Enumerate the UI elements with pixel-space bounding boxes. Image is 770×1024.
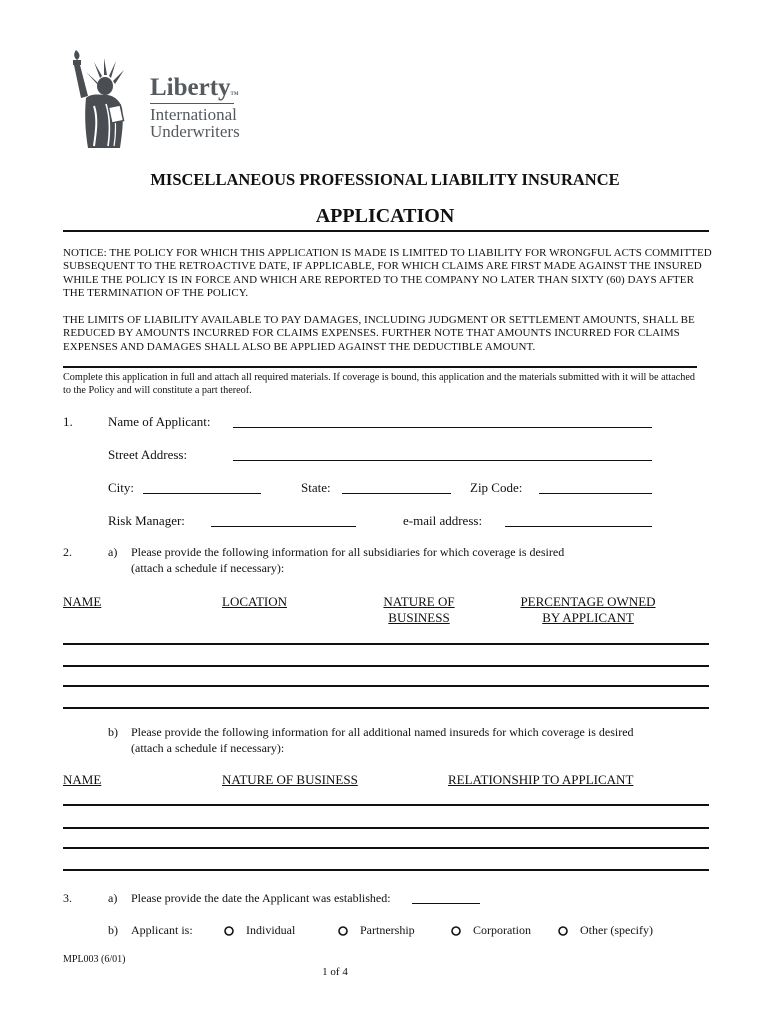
zip-code-label: Zip Code: (470, 480, 523, 495)
logo-brand: Liberty (150, 74, 231, 101)
subsidiary-location-header: LOCATION (222, 594, 287, 609)
applicant-name-label: Name of Applicant: (108, 414, 211, 429)
q2a-text-line1: Please provide the following information for all subsidiaries for which coverage is desired (131, 545, 565, 559)
q3-number: 3. (63, 891, 72, 905)
subsidiary-pct-header-line2: BY APPLICANT (542, 610, 634, 625)
city-label: City: (108, 480, 135, 495)
zip-code-field[interactable] (539, 493, 652, 494)
q3b-text: Applicant is: (131, 923, 193, 937)
state-field[interactable] (342, 493, 451, 494)
insured-name-header: NAME (63, 772, 102, 787)
q1-number: 1. (63, 414, 73, 429)
logo-trademark: TM (230, 92, 239, 97)
logo-line3: Underwriters (150, 122, 240, 141)
insured-relationship-header: RELATIONSHIP TO APPLICANT (448, 772, 634, 787)
street-address-label: Street Address: (108, 447, 188, 462)
notice-paragraph-1: NOTICE: THE POLICY FOR WHICH THIS APPLICATION IS MADE IS LIMITED TO LIABILITY FOR WRONGFUL ACTS COMMITTED SUBSEQUENT TO THE RETROACTIVE DATE, IF APPLICABLE, FOR WHICH CLAIMS ARE FIRST MADE AGAINST THE INSURED WHILE THE POLICY IS IN FORCE AND WHICH ARE REPORTED TO THE COMPANY NO LATER THAN SIXTY (60) DAYS AFTER THE TERMINATION OF THE POLICY. (63, 247, 712, 299)
q2b-text-line2: (attach a schedule if necessary): (131, 741, 285, 755)
title-rule (63, 230, 709, 232)
form-subtitle: APPLICATION (315, 205, 455, 227)
q2a-letter: a) (108, 545, 118, 559)
corporation-radio-icon[interactable] (451, 926, 461, 936)
page-number: 1 of 4 (322, 966, 348, 978)
option-partnership-label: Partnership (360, 923, 415, 937)
other-radio-icon[interactable] (558, 926, 568, 936)
email-label: e-mail address: (403, 513, 483, 528)
state-label: State: (301, 480, 331, 495)
insured-row-line[interactable] (63, 847, 709, 849)
applicant-name-field[interactable] (233, 427, 652, 428)
form-title: MISCELLANEOUS PROFESSIONAL LIABILITY INSURANCE (150, 170, 620, 189)
company-logo (64, 48, 264, 152)
subsidiary-pct-header-line1: PERCENTAGE OWNED (520, 594, 656, 609)
instructions: Complete this application in full and attach all required materials. If coverage is bound, this application and the materials submitted with it will be attached to the Policy and will constitute a part thereof. (63, 372, 696, 396)
option-individual-label: Individual (246, 923, 296, 937)
subsidiary-nature-header-line1: NATURE OF (383, 594, 455, 609)
insured-row-line[interactable] (63, 804, 709, 806)
q3a-text: Please provide the date the Applicant was established: (131, 891, 391, 905)
q3b-letter: b) (108, 923, 118, 937)
partnership-radio-icon[interactable] (338, 926, 348, 936)
subsidiary-row-line[interactable] (63, 707, 709, 709)
subsidiary-row-line[interactable] (63, 665, 709, 667)
risk-manager-field[interactable] (211, 526, 356, 527)
subsidiary-row-line[interactable] (63, 643, 709, 645)
insured-nature-header: NATURE OF BUSINESS (222, 772, 358, 787)
option-other-label: Other (specify) (580, 923, 653, 937)
q2a-text-line2: (attach a schedule if necessary): (131, 561, 285, 575)
notice-rule (63, 366, 697, 368)
q2b-letter: b) (108, 725, 118, 739)
city-field[interactable] (143, 493, 261, 494)
q2-number: 2. (63, 545, 72, 559)
subsidiary-row-line[interactable] (63, 685, 709, 687)
risk-manager-label: Risk Manager: (108, 513, 185, 528)
insured-row-line[interactable] (63, 827, 709, 829)
individual-radio-icon[interactable] (224, 926, 234, 936)
logo-divider (150, 103, 234, 104)
notice-paragraph-2: THE LIMITS OF LIABILITY AVAILABLE TO PAY DAMAGES, INCLUDING JUDGMENT OR SETTLEMENT AMOUNTS, SHALL BE REDUCED BY AMOUNTS INCURRED FOR CLAIMS EXPENSES. FURTHER NOTE THAT AMOUNTS INCURRED FOR CLAIMS EXPENSES AND DAMAGES SHALL ALSO BE APPLIED AGAINST THE DEDUCTIBLE AMOUNT. (63, 314, 695, 353)
statue-of-liberty-icon (64, 48, 144, 152)
q2b-text-line1: Please provide the following information for all additional named insureds for which coverage is desired (131, 725, 634, 739)
street-address-field[interactable] (233, 460, 652, 461)
established-date-field[interactable] (412, 903, 480, 904)
option-corporation-label: Corporation (473, 923, 531, 937)
subsidiary-name-header: NAME (63, 594, 102, 609)
form-code: MPL003 (6/01) (63, 954, 126, 965)
logo-line2: International (150, 105, 237, 124)
insured-row-line[interactable] (63, 869, 709, 871)
subsidiary-nature-header-line2: BUSINESS (388, 610, 450, 625)
q3a-letter: a) (108, 891, 118, 905)
email-field[interactable] (505, 526, 652, 527)
